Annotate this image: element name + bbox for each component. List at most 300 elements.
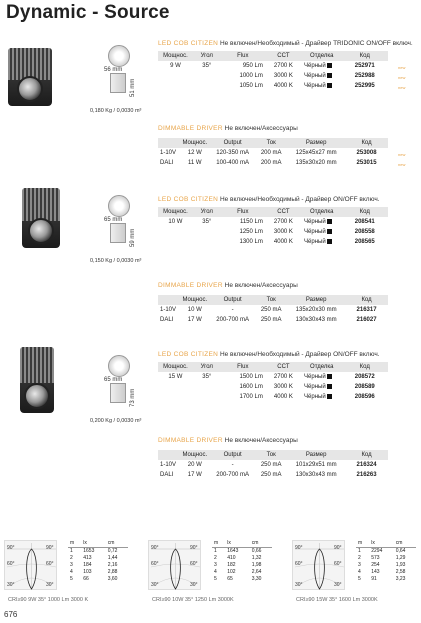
photometric-caption: CRI≥90 15W 35° 1600 Lm 3000K: [296, 597, 378, 603]
size-cell: 135x20x30 mm: [295, 307, 337, 313]
finish-swatch: [327, 83, 332, 88]
code-cell: 208565: [354, 239, 375, 245]
angle-label: 60°: [190, 561, 198, 567]
flux-cell: 1050 Lm: [239, 83, 263, 89]
finish-cell: [302, 237, 341, 247]
cct-cell: 2700 K: [273, 219, 293, 225]
finish-label: Чёрный: [304, 394, 326, 401]
table-header-cell: Flux: [221, 362, 265, 372]
finish-cell: [302, 81, 341, 91]
power-cell: [158, 392, 193, 402]
table-row: [212, 561, 272, 568]
table-header-cell: Код: [345, 450, 388, 460]
polar-diagram: [292, 540, 345, 590]
table-header-cell: cm: [250, 540, 272, 547]
code-cell: 252995: [354, 83, 375, 89]
angle-cell: [193, 71, 221, 81]
output-cell: 200-700 mA: [216, 472, 249, 478]
table-header-cell: Ток: [255, 450, 287, 460]
current-cell: 250 mA: [260, 317, 282, 323]
product-image: [22, 188, 60, 248]
angle-label: 60°: [295, 561, 303, 567]
driver-section-note: Не включен/Аксессуары: [224, 125, 298, 132]
table-cell: 1: [214, 547, 217, 554]
table-row: [158, 217, 388, 227]
page-title: Dynamic - Source: [6, 2, 170, 23]
finish-swatch: [327, 374, 332, 379]
angle-label: 60°: [46, 561, 54, 567]
current-cell: 200 mA: [260, 150, 282, 156]
current-cell: 250 mA: [260, 472, 282, 478]
table-row: [68, 554, 128, 561]
angle-label: 90°: [334, 545, 342, 551]
code-cell: 252971: [354, 63, 375, 69]
driver-spec-table: [158, 450, 388, 480]
table-row: [212, 575, 272, 582]
table-header-cell: CCT: [265, 207, 302, 217]
new-tag: new: [398, 65, 406, 70]
table-cell: 1,29: [395, 554, 406, 561]
current-cell: 250 mA: [260, 307, 282, 313]
table-header-cell: Размер: [287, 450, 345, 460]
table-header-cell: Output: [210, 138, 255, 148]
flux-cell: 1300 Lm: [239, 239, 263, 245]
driver-spec-table: [158, 295, 388, 325]
flux-cell: 1700 Lm: [239, 394, 263, 400]
new-tag: new: [398, 75, 406, 80]
table-header-cell: lx: [81, 540, 106, 547]
driver-type-cell: DALI: [160, 472, 174, 478]
finish-label: Чёрный: [304, 83, 326, 90]
angle-cell: 35°: [202, 63, 212, 69]
size-cell: 130x30x43 mm: [295, 472, 337, 478]
table-row: [158, 61, 388, 71]
new-tag: new: [398, 162, 406, 167]
table-cell: 3: [358, 561, 361, 568]
polar-diagram: [4, 540, 57, 590]
table-cell: 0,64: [395, 547, 406, 554]
led-section-accent: LED COB CITIZEN: [158, 40, 219, 47]
output-cell: 100-400 mA: [216, 160, 249, 166]
weight-volume: 0,150 Kg / 0,0030 m³: [90, 258, 142, 264]
code-cell: 208541: [354, 219, 375, 225]
table-cell: 2,88: [107, 568, 118, 575]
table-cell: 3,23: [395, 575, 406, 582]
photometric-caption: CRI≥90 9W 35° 1000 Lm 3000 K: [8, 597, 89, 603]
table-header-cell: Ток: [255, 138, 287, 148]
angle-label: 90°: [7, 545, 15, 551]
cct-cell: 4000 K: [273, 394, 293, 400]
table-header-cell: Ток: [255, 295, 287, 305]
code-cell: 208572: [354, 374, 375, 380]
driver-type-cell: 1-10V: [160, 462, 177, 468]
finish-cell: [302, 227, 341, 237]
table-cell: 143: [371, 568, 380, 575]
table-header-row: [158, 362, 388, 372]
table-cell: 3,30: [251, 575, 262, 582]
driver-section-title: [158, 437, 298, 444]
code-cell: 208589: [354, 384, 375, 390]
table-header-row: [158, 138, 388, 148]
table-cell: 4: [214, 568, 217, 575]
finish-swatch: [327, 394, 332, 399]
table-row: [158, 71, 388, 81]
illuminance-table: [356, 540, 416, 582]
led-spec-table: [158, 207, 388, 247]
size-cell: 130x30x43 mm: [295, 317, 337, 323]
table-row: [158, 305, 388, 315]
finish-swatch: [327, 229, 332, 234]
finish-label: Чёрный: [304, 239, 326, 246]
driver-section-accent: DIMMABLE DRIVER: [158, 125, 223, 132]
output-cell: 120-350 mA: [216, 150, 249, 156]
driver-type-cell: 1-10V: [160, 307, 177, 313]
finish-swatch: [327, 384, 332, 389]
table-header-cell: Output: [210, 295, 255, 305]
table-header-cell: cm: [106, 540, 128, 547]
table-cell: 184: [83, 561, 92, 568]
table-cell: 1: [358, 547, 361, 554]
led-section-title: [158, 196, 380, 203]
table-cell: 1,32: [251, 554, 262, 561]
angle-label: 30°: [7, 582, 15, 588]
table-row: [356, 575, 416, 582]
current-cell: 200 mA: [260, 160, 282, 166]
led-section-accent: LED COB CITIZEN: [158, 351, 219, 358]
table-row: [356, 561, 416, 568]
finish-swatch: [327, 63, 332, 68]
table-header-cell: Отделка: [302, 362, 341, 372]
angle-label: 90°: [295, 545, 303, 551]
cct-cell: 3000 K: [273, 229, 293, 235]
driver-section-accent: DIMMABLE DRIVER: [158, 437, 223, 444]
code-cell: 216027: [356, 317, 377, 323]
led-section-accent: LED COB CITIZEN: [158, 196, 219, 203]
finish-cell: [302, 372, 341, 382]
output-cell: -: [231, 462, 234, 468]
table-cell: 410: [227, 554, 236, 561]
table-cell: 1,98: [251, 561, 262, 568]
flux-cell: 1250 Lm: [239, 229, 263, 235]
driver-section-title: [158, 282, 298, 289]
dimension-diagram: [100, 195, 140, 255]
table-header-cell: Мощнос.: [179, 138, 210, 148]
table-cell: 5: [214, 575, 217, 582]
table-header-cell: Размер: [287, 295, 345, 305]
finish-label: Чёрный: [304, 384, 326, 391]
table-cell: 254: [371, 561, 380, 568]
code-cell: 208596: [354, 394, 375, 400]
dimension-diagram: [100, 355, 140, 415]
table-cell: 3,60: [107, 575, 118, 582]
finish-cell: [302, 61, 341, 71]
flux-cell: 1000 Lm: [239, 73, 263, 79]
driver-type-cell: DALI: [160, 317, 174, 323]
table-cell: 2294: [371, 547, 383, 554]
photometric-caption: CRI≥90 10W 35° 1250 Lm 3000K: [152, 597, 234, 603]
table-header-cell: Угол: [193, 362, 221, 372]
code-cell: 252988: [354, 73, 375, 79]
angle-label: 30°: [151, 582, 159, 588]
driver-type-cell: 1-10V: [160, 150, 177, 156]
table-row: [68, 568, 128, 575]
output-cell: 200-700 mA: [216, 317, 249, 323]
finish-label: Чёрный: [304, 374, 326, 381]
table-header-cell: Угол: [193, 207, 221, 217]
table-header-cell: m: [356, 540, 369, 547]
dimension-height: 59 mm: [130, 228, 136, 247]
new-tag: new: [398, 152, 406, 157]
table-cell: 103: [83, 568, 92, 575]
table-row: [158, 148, 388, 158]
cct-cell: 4000 K: [273, 83, 293, 89]
table-header-cell: lx: [369, 540, 394, 547]
table-header-cell: [158, 138, 179, 148]
table-header-cell: Код: [345, 295, 388, 305]
finish-cell: [302, 217, 341, 227]
table-header-cell: Угол: [193, 51, 221, 61]
table-cell: 5: [70, 575, 73, 582]
power-cell: 9 W: [170, 63, 181, 69]
table-cell: 5: [358, 575, 361, 582]
angle-label: 30°: [334, 582, 342, 588]
dimension-width: 65 mm: [104, 377, 123, 383]
angle-label: 60°: [334, 561, 342, 567]
driver-type-cell: DALI: [160, 160, 174, 166]
table-header-row: [356, 540, 416, 547]
dimension-diagram: [100, 45, 140, 105]
table-cell: 413: [83, 554, 92, 561]
table-header-cell: CCT: [265, 51, 302, 61]
product-image: [20, 347, 54, 413]
table-cell: 2,64: [251, 568, 262, 575]
code-cell: 216324: [356, 462, 377, 468]
table-cell: 1643: [227, 547, 239, 554]
code-cell: 253008: [356, 150, 377, 156]
table-header-cell: Мощнос.: [179, 450, 210, 460]
angle-cell: 35°: [202, 219, 212, 225]
table-header-cell: Мощнос.: [158, 51, 193, 61]
table-cell: 2,58: [395, 568, 406, 575]
angle-label: 60°: [151, 561, 159, 567]
table-row: [158, 81, 388, 91]
driver-section-accent: DIMMABLE DRIVER: [158, 282, 223, 289]
table-row: [158, 392, 388, 402]
table-header-cell: Отделка: [302, 51, 341, 61]
table-header-cell: cm: [394, 540, 416, 547]
table-header-row: [158, 207, 388, 217]
finish-label: Чёрный: [304, 219, 326, 226]
power-cell: 11 W: [188, 160, 202, 166]
table-row: [356, 568, 416, 575]
table-cell: 3: [214, 561, 217, 568]
table-header-cell: Код: [342, 207, 389, 217]
table-header-cell: Мощнос.: [158, 362, 193, 372]
table-row: [158, 158, 388, 168]
table-row: [68, 575, 128, 582]
table-row: [68, 561, 128, 568]
power-cell: [158, 71, 193, 81]
angle-label: 60°: [7, 561, 15, 567]
size-cell: 135x30x20 mm: [295, 160, 337, 166]
table-header-cell: Отделка: [302, 207, 341, 217]
table-row: [212, 547, 272, 554]
table-cell: 0,66: [251, 547, 262, 554]
table-header-cell: [158, 450, 179, 460]
led-section-note: Не включен/Необходимый - Драйвер TRIDONIC ON/OFF включ.: [219, 40, 413, 47]
table-header-cell: CCT: [265, 362, 302, 372]
output-cell: -: [231, 307, 234, 313]
table-header-row: [158, 450, 388, 460]
table-header-cell: Output: [210, 450, 255, 460]
table-cell: 1,93: [395, 561, 406, 568]
table-row: [68, 547, 128, 554]
table-header-cell: Код: [345, 138, 388, 148]
product-image: [8, 48, 52, 106]
angle-label: 30°: [46, 582, 54, 588]
table-header-cell: Размер: [287, 138, 345, 148]
table-cell: 4: [70, 568, 73, 575]
driver-section-title: [158, 125, 298, 132]
finish-swatch: [327, 73, 332, 78]
table-header-cell: Мощнос.: [158, 207, 193, 217]
power-cell: 17 W: [187, 317, 202, 323]
finish-label: Чёрный: [304, 73, 326, 80]
led-section-note: Не включен/Необходимый - Драйвер ON/OFF включ.: [219, 351, 380, 358]
power-cell: 17 W: [187, 472, 202, 478]
dimension-width: 65 mm: [104, 217, 123, 223]
power-cell: [158, 81, 193, 91]
table-header-cell: m: [212, 540, 225, 547]
power-cell: 10 W: [168, 219, 183, 225]
cct-cell: 4000 K: [273, 239, 293, 245]
table-cell: 2: [358, 554, 361, 561]
table-cell: 65: [227, 575, 233, 582]
driver-section-note: Не включен/Аксессуары: [224, 282, 298, 289]
code-cell: 208558: [354, 229, 375, 235]
dimension-height: 51 mm: [130, 78, 136, 97]
weight-volume: 0,200 Kg / 0,0030 m³: [90, 418, 142, 424]
flux-cell: 1150 Lm: [239, 219, 263, 225]
cct-cell: 2700 K: [273, 374, 293, 380]
table-header-cell: lx: [225, 540, 250, 547]
finish-cell: [302, 71, 341, 81]
table-row: [158, 382, 388, 392]
table-cell: 2: [70, 554, 73, 561]
angle-label: 90°: [190, 545, 198, 551]
power-cell: 10 W: [187, 307, 202, 313]
illuminance-table: [68, 540, 128, 582]
finish-swatch: [327, 239, 332, 244]
table-cell: 102: [227, 568, 236, 575]
finish-cell: [302, 392, 341, 402]
cct-cell: 3000 K: [273, 73, 293, 79]
table-header-row: [158, 51, 388, 61]
led-section-title: [158, 351, 380, 358]
current-cell: 250 mA: [260, 462, 282, 468]
led-spec-table: [158, 51, 388, 91]
table-row: [212, 554, 272, 561]
angle-label: 90°: [46, 545, 54, 551]
illuminance-table: [212, 540, 272, 582]
power-cell: 15 W: [168, 374, 183, 380]
size-cell: 101x29x51 mm: [295, 462, 337, 468]
table-row: [158, 470, 388, 480]
power-cell: [158, 382, 193, 392]
led-section-title: [158, 40, 413, 47]
angle-label: 30°: [295, 582, 303, 588]
cct-cell: 3000 K: [273, 384, 293, 390]
table-row: [356, 547, 416, 554]
table-cell: 4: [358, 568, 361, 575]
table-header-cell: Flux: [221, 51, 265, 61]
table-cell: 573: [371, 554, 380, 561]
table-row: [356, 554, 416, 561]
power-cell: [158, 237, 193, 247]
power-cell: 20 W: [187, 462, 202, 468]
table-row: [158, 460, 388, 470]
table-header-cell: [158, 295, 179, 305]
code-cell: 216317: [356, 307, 377, 313]
table-header-cell: Flux: [221, 207, 265, 217]
flux-cell: 1600 Lm: [239, 384, 263, 390]
table-cell: 91: [371, 575, 377, 582]
table-header-row: [158, 295, 388, 305]
table-cell: 3: [70, 561, 73, 568]
code-cell: 216263: [356, 472, 377, 478]
table-row: [158, 315, 388, 325]
table-header-cell: Код: [342, 51, 389, 61]
table-cell: 66: [83, 575, 89, 582]
table-header-cell: Мощнос.: [179, 295, 210, 305]
table-cell: 2,16: [107, 561, 118, 568]
table-row: [158, 227, 388, 237]
angle-label: 30°: [190, 582, 198, 588]
polar-diagram: [148, 540, 201, 590]
angle-cell: [193, 81, 221, 91]
angle-cell: [193, 382, 221, 392]
table-row: [158, 237, 388, 247]
dimension-height: 73 mm: [130, 388, 136, 407]
table-header-row: [68, 540, 128, 547]
led-spec-table: [158, 362, 388, 402]
page-number: 676: [4, 610, 18, 619]
flux-cell: 1500 Lm: [239, 374, 263, 380]
finish-label: Чёрный: [304, 229, 326, 236]
size-cell: 125x45x27 mm: [295, 150, 337, 156]
flux-cell: 950 Lm: [242, 63, 263, 69]
finish-swatch: [327, 219, 332, 224]
weight-volume: 0,180 Kg / 0,0030 m³: [90, 108, 142, 114]
table-cell: 1: [70, 547, 73, 554]
driver-spec-table: [158, 138, 388, 168]
dimension-width: 56 mm: [104, 67, 123, 73]
table-header-cell: Код: [342, 362, 389, 372]
angle-cell: 35°: [202, 374, 212, 380]
finish-label: Чёрный: [304, 63, 326, 70]
cct-cell: 2700 K: [273, 63, 293, 69]
angle-cell: [193, 227, 221, 237]
table-header-row: [212, 540, 272, 547]
code-cell: 253015: [356, 160, 377, 166]
table-row: [212, 568, 272, 575]
power-cell: 12 W: [187, 150, 202, 156]
table-cell: 182: [227, 561, 236, 568]
driver-section-note: Не включен/Аксессуары: [224, 437, 298, 444]
finish-cell: [302, 382, 341, 392]
table-cell: 0,72: [107, 547, 118, 554]
table-cell: 1,44: [107, 554, 118, 561]
